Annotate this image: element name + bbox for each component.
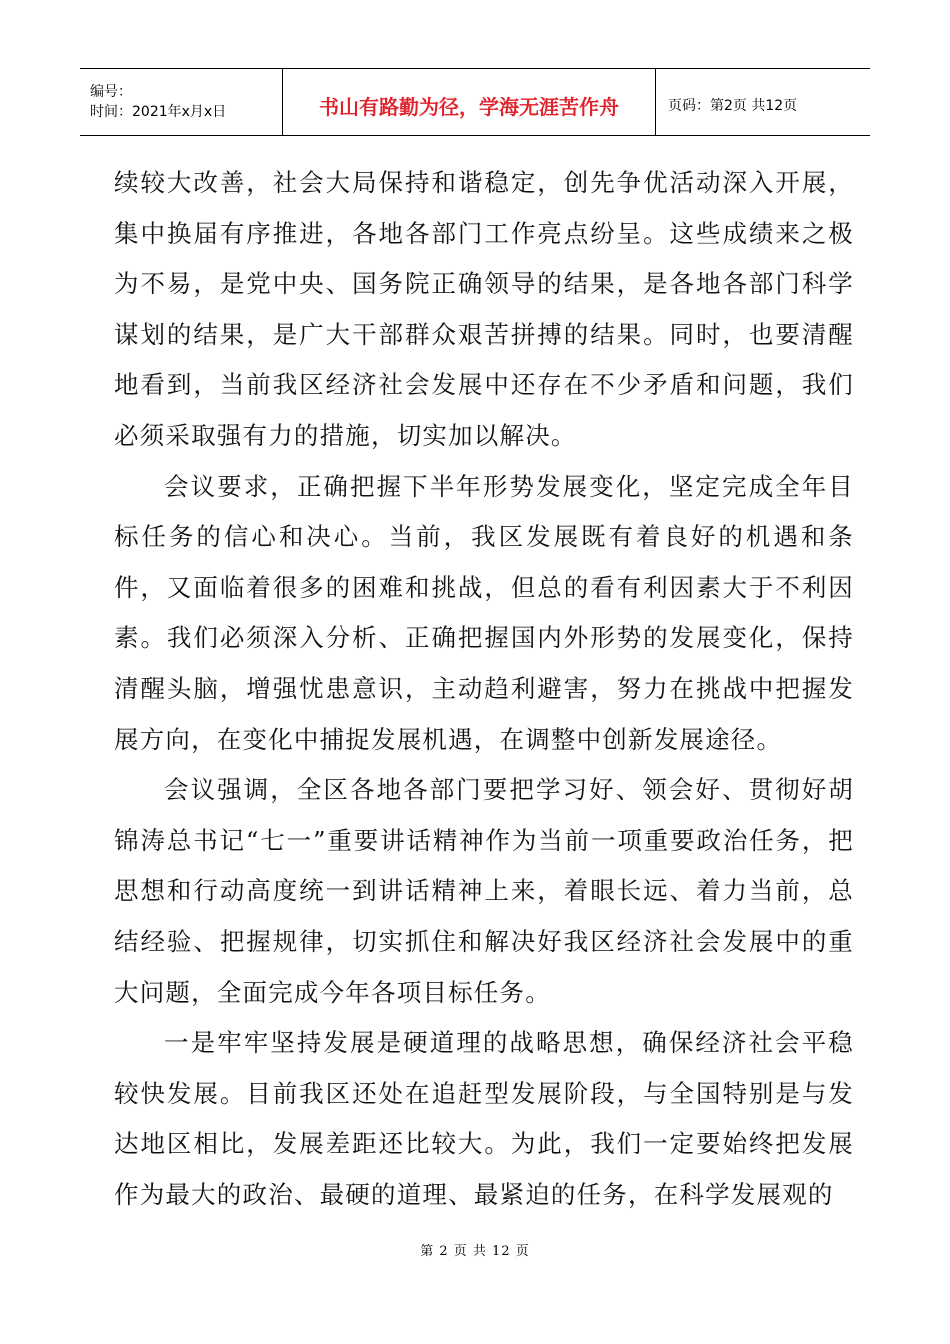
paragraph-continuation: 续较大改善，社会大局保持和谐稳定，创先争优活动深入开展，集中换届有序推进，各地各部门工作亮点纷呈。这些成绩来之极为不易，是党中央、国务院正确领导的结果，是各地各部门科学谋划的结果，是广大干部群众艰苦拼搏的结果。同时，也要清醒地看到，当前我区经济社会发展中还存在不少矛盾和问题，我们必须采取强有力的措施，切实加以解决。	[114, 168, 854, 450]
document-header	[80, 68, 870, 136]
document-body	[114, 158, 854, 1220]
paragraph: 一是牢牢坚持发展是硬道理的战略思想，确保经济社会平稳较快发展。目前我区还处在追赶型发展阶段，与全国特别是与发达地区相比，发展差距还比较大。为此，我们一定要始终把发展作为最大的政治、最硬的道理、最紧迫的任务，在科学发展观的	[114, 1028, 854, 1209]
date-line: 时间：2021年x月x日	[90, 104, 227, 120]
header-page-cell	[656, 69, 870, 135]
header-meta-cell	[80, 69, 283, 135]
paragraph: 会议要求，正确把握下半年形势发展变化，坚定完成全年目标任务的信心和决心。当前，我区发展既有着良好的机遇和条件，又面临着很多的困难和挑战，但总的看有利因素大于不利因素。我们必须深入分析、正确把握国内外形势的发展变化，保持清醒头脑，增强忧患意识，主动趋利避害，努力在挑战中把握发展方向，在变化中捕捉发展机遇，在调整中创新发展途径。	[114, 471, 854, 754]
header-motto-cell	[283, 69, 656, 135]
motto-text: 书山有路勤为径，学海无涯苦作舟	[319, 94, 619, 119]
page-info: 页码：第2页 共12页	[668, 98, 798, 114]
paragraph: 会议强调，全区各地各部门要把学习好、领会好、贯彻好胡锦涛总书记“七一”重要讲话精神作为当前一项重要政治任务，把思想和行动高度统一到讲话精神上来，着眼长远、着力当前，总结经验、把握规律，切实抓住和解决好我区经济社会发展中的重大问题，全面完成今年各项目标任务。	[114, 775, 854, 1007]
page-footer: 第 2 页 共 12 页	[420, 1244, 530, 1259]
number-label: 编号：	[90, 84, 132, 100]
